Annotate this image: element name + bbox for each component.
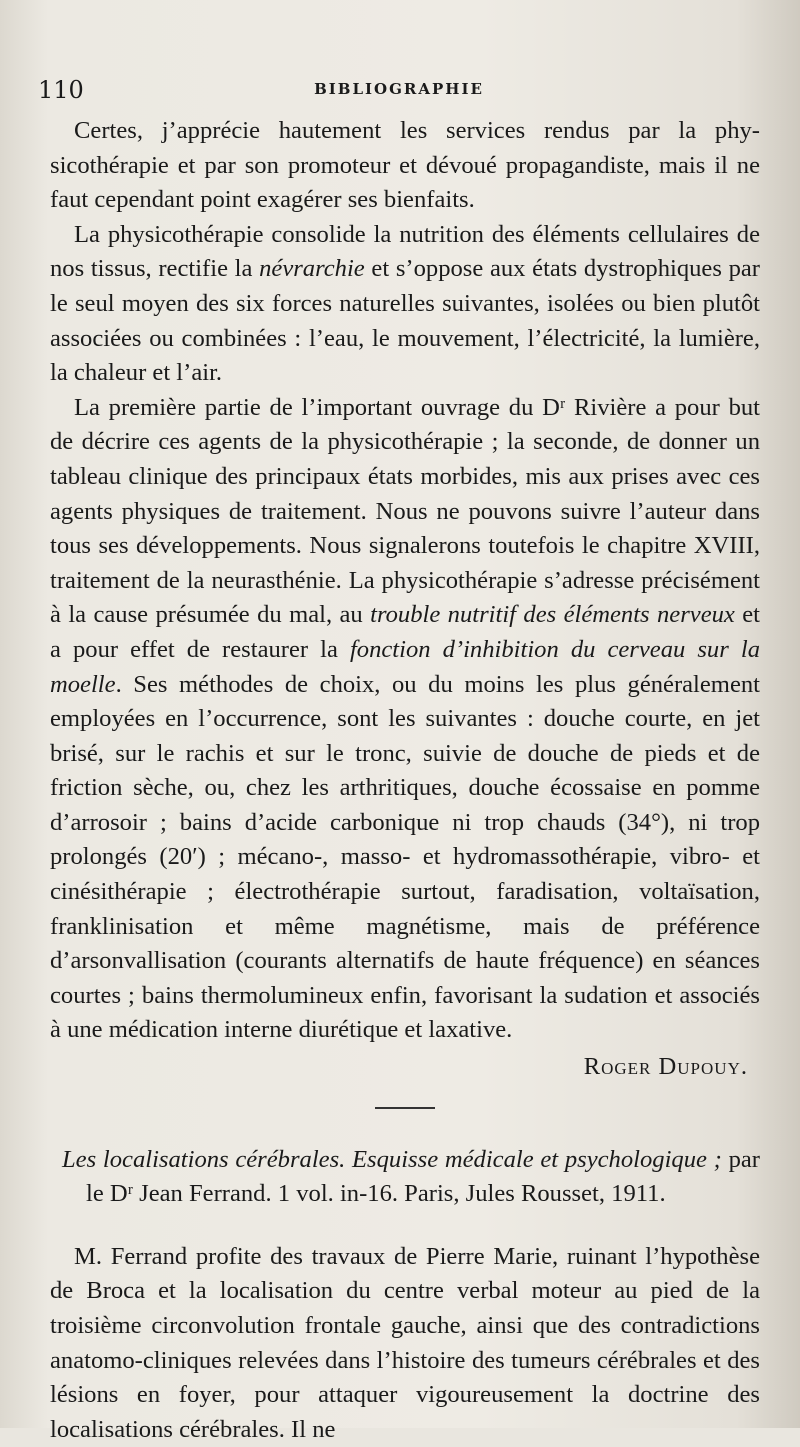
book-citation — [50, 1143, 760, 1212]
emphasis: fonction d’inhibition du cerveau sur la moelle — [50, 635, 760, 698]
page-body — [50, 114, 760, 1447]
paragraph: La première partie de l’important ouvrage du Dʳ Rivière a pour but de décrire ces agents de la physicothérapie ; la seconde, de donner un tableau clinique des principaux états morbides, mis aux prises avec ces agents physiques de traitement. Nous ne pouvons suivre l’auteur dans tous ses développements. Nous signalerons toutefois le chapitre XVIII, traitement de la neurasthénie. La physicothérapie s’adresse précisément à la cause présumée du mal, au trouble nutritif des éléments nerveux et a pour effet de restaurer la fonction d’inhibition du cerveau sur la moelle. Ses méthodes de choix, ou du moins les plus généralement employées en l’occurrence, sont les suivantes : douche courte, en jet brisé, sur le rachis et sur le tronc, suivie de douche de pieds et de friction sèche, ou, chez les arthritiques, douche écossaise en pomme d’arrosoir ; bains d’acide carbonique ni trop chauds (34°), ni trop prolongés (20′) ; mécano-, masso- et hydromassothérapie, vibro- et cinésithérapie ; électrothérapie surtout, faradisation, voltaïsation, franklinisation et même magnétisme, mais de préférence d’arsonvallisation (courants alternatifs de haute fréquence) en séances courtes ; bains thermolumineux enfin, favorisant la sudation et associés à une médication interne diurétique et laxative. — [50, 393, 760, 1044]
running-title: BIBLIOGRAPHIE — [314, 80, 484, 98]
section-divider — [375, 1107, 435, 1109]
book-details: par le Dʳ Jean Ferrand. 1 vol. in-16. Paris, Jules Rousset, 1911. — [86, 1145, 760, 1208]
page-number: 110 — [38, 76, 84, 104]
paragraph: M. Ferrand profite des travaux de Pierre Marie, ruinant l’hypothèse de Broca et la localisation du centre verbal moteur au pied de la troisième circonvolution frontale gauche, ainsi que des contradictions anatomo-cliniques relevées dans l’histoire des tumeurs cérébrales et des lésions en foyer, pour attaquer vigoureusement la doctrine des localisations cérébrales. Il ne — [50, 1242, 760, 1443]
book-title: Les localisations cérébrales. Esquisse médicale et psychologique ; — [62, 1145, 722, 1173]
paragraph: La physicothérapie consolide la nutrition des éléments cellulaires de nos tissus, rectifie la névrarchie et s’oppose aux états dystrophiques par le seul moyen des six forces naturelles suivantes, isolées ou bien plutôt associées ou combinées : l’eau, le mouvement, l’électricité, la lumière, la chaleur et l’air. — [50, 220, 760, 387]
emphasis: trouble nutritif des éléments nerveux — [370, 601, 735, 629]
page-header — [38, 76, 760, 106]
emphasis: névrarchie — [259, 255, 365, 283]
paragraph: Certes, j’apprécie hautement les services rendus par la physicothérapie et par son promoteur et dévoué propagandiste, mais il ne faut cependant point exagérer ses bienfaits. — [50, 117, 760, 214]
author-signature: Roger Dupouy. — [583, 1053, 748, 1081]
